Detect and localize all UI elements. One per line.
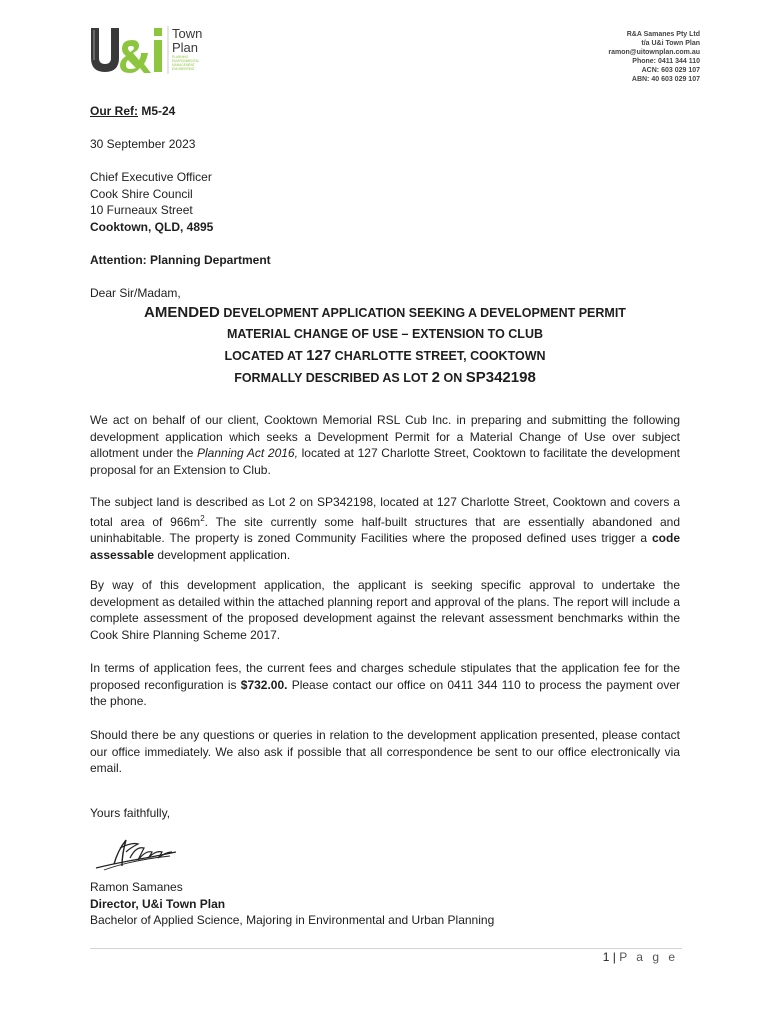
logo-mark <box>91 28 162 73</box>
our-reference <box>90 103 175 120</box>
page-footer <box>603 950 678 964</box>
signer-qualification: Bachelor of Applied Science, Majoring in Environmental and Urban Planning <box>90 913 495 927</box>
logo-tagline-3: MANAGEMENT <box>172 63 195 67</box>
ref-value: M5-24 <box>141 104 176 118</box>
recipient-address <box>90 169 213 235</box>
ref-label: Our Ref: <box>90 104 138 118</box>
recipient-line-1: Chief Executive Officer <box>90 170 212 184</box>
heading-line-2: MATERIAL CHANGE OF USE – EXTENSION TO CLUB <box>227 327 543 341</box>
paragraph-1: We act on behalf of our client, Cooktown Memorial RSL Cub Inc. in preparing and submitting the following development application which seeks a Development Permit for a Material Change of Use over subject allotment under the Planning Act 2016, located at 127 Charlotte Street, Cooktown to facilitate the development proposal for an Extension to Club. <box>90 413 681 477</box>
company-trading-name: t/a U&i Town Plan <box>641 40 700 47</box>
heading-line-4: FORMALLY DESCRIBED AS LOT 2 ON SP342198 <box>234 369 536 386</box>
company-name: R&A Samanes Pty Ltd <box>626 31 700 38</box>
paragraph-5: Should there be any questions or queries in relation to the development application presented, please contact our office immediately. We also ask if possible that all correspondence be sent to our office electronically via email. <box>90 728 680 775</box>
paragraph-4: In terms of application fees, the current fees and charges schedule stipulates that the application fee for the proposed reconfiguration is $732.00. Please contact our office on 0411 344 110 to process the payment over the phone. <box>90 661 680 708</box>
company-abn: ABN: 40 603 029 107 <box>631 76 700 83</box>
logo-town-text: Town <box>172 26 203 41</box>
signature <box>92 830 182 874</box>
heading-line-1: AMENDED DEVELOPMENT APPLICATION SEEKING A DEVELOPMENT PERMIT <box>144 304 626 321</box>
page-number: 1 <box>602 950 610 964</box>
logo-tagline-4: ENGINEERING <box>172 67 195 71</box>
recipient-line-4: Cooktown, QLD, 4895 <box>90 219 214 234</box>
page-label: P a g e <box>619 950 678 964</box>
company-email[interactable]: ramon@uitownplan.com.au <box>608 49 700 56</box>
signer-title: Director, U&i Town Plan <box>90 896 226 911</box>
heading-line-3: LOCATED AT 127 CHARLOTTE STREET, COOKTOWN <box>224 347 546 364</box>
recipient-line-2: Cook Shire Council <box>90 186 193 201</box>
footer-divider <box>90 948 682 949</box>
logo-tagline-1: PLANNING <box>172 55 189 59</box>
company-acn: ACN: 603 029 107 <box>641 67 700 74</box>
paragraph-2: The subject land is described as Lot 2 on SP342198, located at 127 Charlotte Street, Cooktown and covers a total area of $966m^2$. The site currently some half-built structures that are essentially abandoned and uninhabitable. The property is zoned Community Facilities where the proposed defined uses trigger a code assessable development application. <box>90 495 680 562</box>
subject-heading <box>90 302 680 389</box>
logo-tagline-2: ENVIRONMENTAL <box>172 59 200 63</box>
logo-plan-text: Plan <box>172 40 199 55</box>
paragraph-3: By way of this development application, the applicant is seeking specific approval to undertake the development as detailed within the attached planning report and approval of the plans. The report will include a complete assessment of the proposed development against the relevant assessment benchmarks within the Cook Shire Planning Scheme 2017. <box>90 578 680 642</box>
company-details <box>608 30 700 84</box>
page-separator: | <box>612 950 616 964</box>
ui-town-plan-logo <box>88 22 216 78</box>
salutation: Dear Sir/Madam, <box>90 286 181 300</box>
company-phone: Phone: 0411 344 110 <box>632 58 700 65</box>
recipient-line-3: 10 Furneaux Street <box>90 203 193 217</box>
letter-date: 30 September 2023 <box>90 137 196 151</box>
attention-line: Attention: Planning Department <box>90 253 271 267</box>
closing: Yours faithfully, <box>90 806 171 820</box>
signer-name: Ramon Samanes <box>90 880 183 894</box>
signer-block <box>90 879 494 929</box>
